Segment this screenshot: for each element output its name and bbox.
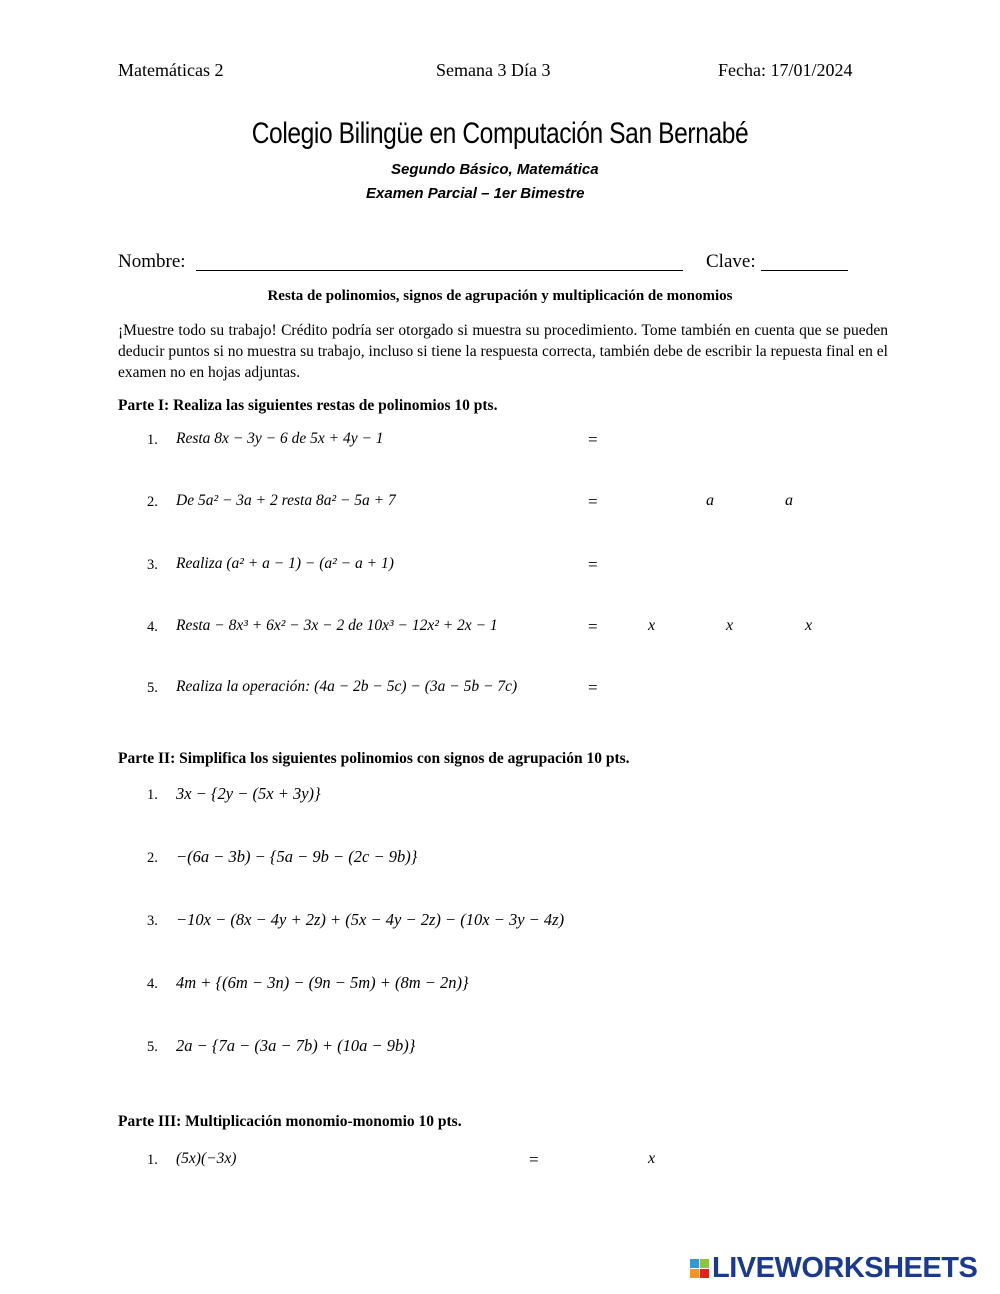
part3-item-1-var-1: x [648, 1150, 656, 1167]
exam-subtitle: Examen Parcial – 1er Bimestre [366, 185, 585, 202]
part2-item-1-expression: 3x − {2y − (5x + 3y)} [176, 784, 321, 803]
part1-title: Parte I: Realiza las siguientes restas de polinomios 10 pts. [118, 397, 498, 414]
part1-item-1-number: 1. [147, 432, 158, 448]
name-input-line[interactable] [196, 270, 683, 271]
part2-item-2-expression: −(6a − 3b) − {5a − 9b − (2c − 9b)} [176, 847, 418, 866]
part2-item-3-expression: −10x − (8x − 4y + 2z) + (5x − 4y − 2z) − (10x − 3y − 4z) [176, 910, 565, 929]
part3-item-1-number: 1. [147, 1152, 158, 1168]
logo-square-4 [700, 1269, 709, 1278]
part1-item-1-expression: Resta 8x − 3y − 6 de 5x + 4y − 1 [176, 430, 384, 447]
part1-item-2-equals: = [588, 492, 598, 511]
part1-item-4-number: 4. [147, 619, 158, 635]
part2-item-5-number: 5. [147, 1039, 158, 1055]
instructions-paragraph: ¡Muestre todo su trabajo! Crédito podría ser otorgado si muestra su procedimiento. Tome también en cuenta que se pueden deducir puntos si no muestra su trabajo, incluso si tiene la respuesta correcta, también debe de escribir la repuesta final en el examen no en hojas adjuntas. [118, 322, 888, 381]
liveworksheets-logo [690, 1252, 977, 1285]
part3-title: Parte III: Multiplicación monomio-monomio 10 pts. [118, 1113, 462, 1130]
part1-item-1-equals: = [588, 430, 598, 449]
part1-item-4-var-1: x [648, 617, 656, 634]
date-label: Fecha: 17/01/2024 [718, 60, 853, 80]
part2-item-5-expression: 2a − {7a − (3a − 7b) + (10a − 9b)} [176, 1036, 416, 1055]
part1-item-3-equals: = [588, 555, 598, 574]
logo-square-2 [700, 1259, 709, 1268]
liveworksheets-logo-icon [690, 1259, 709, 1278]
part2-item-2-number: 2. [147, 850, 158, 866]
part1-item-5-equals: = [588, 678, 598, 697]
part1-item-4-expression: Resta − 8x³ + 6x² − 3x − 2 de 10x³ − 12x² + 2x − 1 [176, 617, 498, 634]
part3-item-1-expression: (5x)(−3x) [176, 1150, 237, 1167]
part3-item-1-equals: = [529, 1150, 539, 1169]
part1-item-2-var-1: a [706, 492, 714, 509]
logo-square-3 [690, 1269, 699, 1278]
topic-heading: Resta de polinomios, signos de agrupación y multiplicación de monomios [267, 288, 733, 304]
part2-item-1-number: 1. [147, 787, 158, 803]
logo-square-1 [690, 1259, 699, 1268]
part1-item-3-number: 3. [147, 557, 158, 573]
code-input-line[interactable] [761, 270, 848, 271]
part1-item-5-expression: Realiza la operación: (4a − 2b − 5c) − (3a − 5b − 7c) [176, 678, 518, 695]
grade-subtitle: Segundo Básico, Matemática [391, 161, 599, 178]
part1-item-2-expression: De 5a² − 3a + 2 resta 8a² − 5a + 7 [176, 492, 396, 509]
part1-item-2-var-2: a [785, 492, 793, 509]
part1-item-5-number: 5. [147, 680, 158, 696]
name-label: Nombre: [118, 251, 186, 272]
part2-item-4-expression: 4m + {(6m − 3n) − (9n − 5m) + (8m − 2n)} [176, 973, 469, 992]
liveworksheets-logo-text: LIVEWORKSHEETS [712, 1252, 978, 1284]
school-name: Colegio Bilingüe en Computación San Bernabé [251, 117, 749, 150]
week-label: Semana 3 Día 3 [436, 60, 551, 80]
subject-label: Matemáticas 2 [118, 60, 224, 80]
part1-item-4-equals: = [588, 617, 598, 636]
part2-item-4-number: 4. [147, 976, 158, 992]
part1-item-3-expression: Realiza (a² + a − 1) − (a² − a + 1) [176, 555, 394, 572]
part1-item-4-var-2: x [726, 617, 734, 634]
part2-item-3-number: 3. [147, 913, 158, 929]
code-label: Clave: [706, 251, 756, 272]
part1-item-2-number: 2. [147, 494, 158, 510]
part1-item-4-var-3: x [805, 617, 813, 634]
part2-title: Parte II: Simplifica los siguientes polinomios con signos de agrupación 10 pts. [118, 750, 630, 767]
